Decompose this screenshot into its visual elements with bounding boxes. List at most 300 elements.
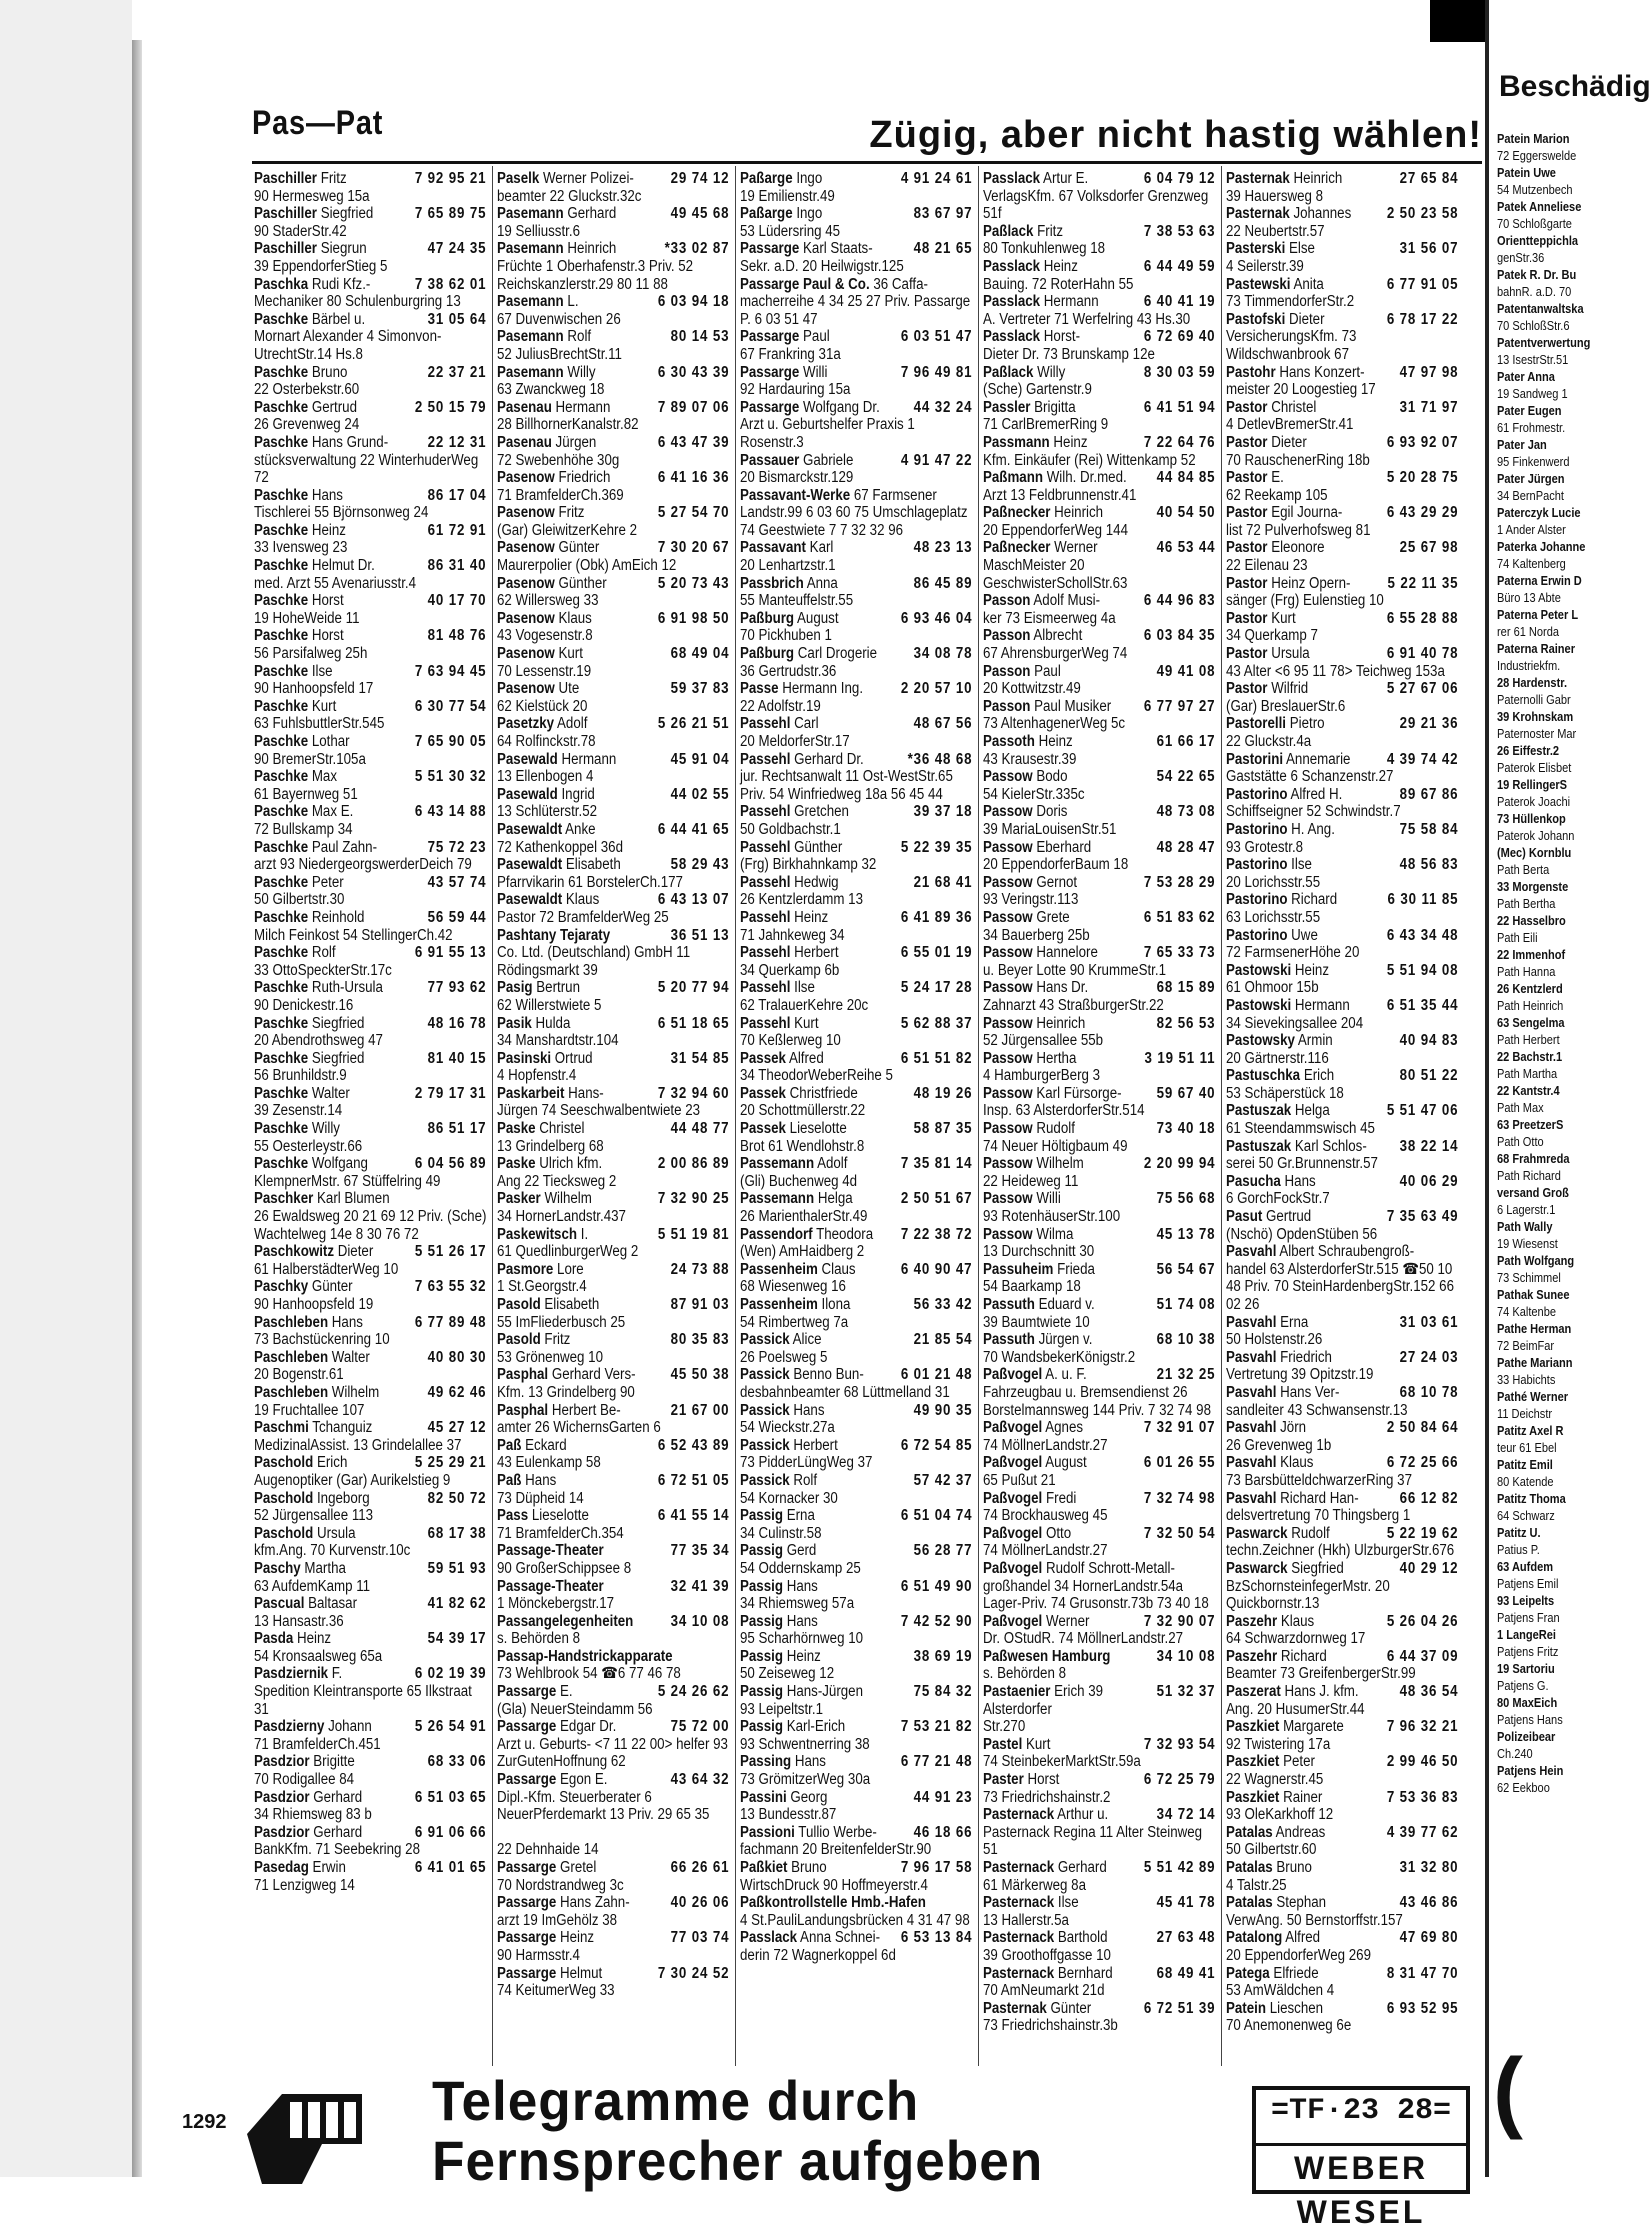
directory-entry bbox=[254, 240, 486, 275]
entry-name: Passon bbox=[983, 592, 1031, 610]
adjacent-entry: Patjens G. bbox=[1497, 1678, 1549, 1693]
entry-phone: 5 20 77 94 bbox=[657, 979, 730, 997]
entry-phone: 6 41 16 36 bbox=[657, 469, 730, 487]
entry-given-name: Ilse bbox=[311, 662, 333, 680]
column-divider bbox=[978, 166, 979, 2066]
adjacent-entry: Pater Anna bbox=[1497, 369, 1555, 384]
entry-phone: 6 43 14 88 bbox=[414, 803, 487, 821]
entry-given-name: Lieselotte bbox=[789, 1120, 847, 1138]
directory-entry bbox=[740, 1507, 972, 1542]
directory-entry bbox=[1226, 205, 1458, 240]
entry-phone: 7 32 90 07 bbox=[1143, 1612, 1216, 1630]
entry-name: Passuth bbox=[983, 1331, 1035, 1349]
directory-entry bbox=[497, 1613, 729, 1648]
entry-phone: 48 16 78 bbox=[427, 1014, 487, 1032]
entry-address: 13 Hallerstr.5a bbox=[983, 1911, 1069, 1929]
entry-name: Passuth bbox=[983, 1296, 1035, 1313]
entry-given-name: Andreas bbox=[1275, 1823, 1326, 1841]
entry-phone: 6 72 25 79 bbox=[1143, 1771, 1216, 1789]
entry-address: (Gar) BreslauerStr.6 bbox=[1226, 697, 1346, 715]
entry-phone: 34 72 14 bbox=[1156, 1806, 1216, 1824]
entry-address: 20 EppendorferBaum 18 bbox=[983, 856, 1129, 874]
entry-address: 90 Harmsstr.4 bbox=[497, 1946, 580, 1964]
entry-address: 26 Ewaldsweg 20 21 69 12 Priv. (Sche) Wachtelweg 14e 8 30 76 72 bbox=[254, 1208, 487, 1243]
directory-entry bbox=[983, 1366, 1215, 1419]
entry-phone: 66 12 82 bbox=[1399, 1489, 1459, 1507]
entry-given-name: Hulda bbox=[535, 1014, 571, 1032]
entry-address: 93 OleKarkhoff 12 bbox=[1226, 1806, 1334, 1824]
adjacent-entry: 1 Ander Alster bbox=[1497, 522, 1566, 537]
adjacent-entry: Patjens Fritz bbox=[1497, 1644, 1559, 1659]
entry-phone: 40 54 50 bbox=[1156, 504, 1216, 522]
entry-name: Passick bbox=[740, 1331, 790, 1349]
directory-entry bbox=[497, 170, 729, 205]
directory-entry bbox=[497, 1965, 729, 2000]
entry-phone: 7 32 74 98 bbox=[1143, 1489, 1216, 1507]
directory-entry bbox=[254, 1595, 486, 1630]
adjacent-entry: Paterka Johanne bbox=[1497, 539, 1586, 554]
entry-name: Pasemann bbox=[497, 240, 564, 258]
entry-given-name: Ilona bbox=[821, 1296, 851, 1313]
entry-given-name: Jörn bbox=[1280, 1419, 1307, 1437]
entry-given-name: Lieschen bbox=[1269, 1999, 1324, 2017]
entry-name: Paschke bbox=[254, 310, 309, 328]
entry-given-name: Tchanguiz bbox=[312, 1419, 373, 1437]
entry-name: Passoth bbox=[983, 733, 1035, 750]
entry-name: Pasdzierny bbox=[254, 1718, 325, 1736]
entry-phone: 39 37 18 bbox=[913, 803, 973, 821]
entry-name: Paschker bbox=[254, 1190, 314, 1208]
entry-given-name: Hans- bbox=[568, 1084, 604, 1102]
entry-phone: 45 27 12 bbox=[427, 1419, 487, 1437]
entry-phone: 7 35 63 49 bbox=[1386, 1208, 1459, 1226]
entry-phone: 5 20 28 75 bbox=[1386, 469, 1459, 487]
entry-name: Passmann bbox=[983, 433, 1050, 451]
directory-entry bbox=[497, 891, 729, 926]
entry-address: 90 GroßerSchippsee 8 bbox=[497, 1559, 632, 1577]
column-divider bbox=[735, 166, 736, 2066]
directory-entry bbox=[254, 1824, 486, 1859]
entry-given-name: Horst bbox=[1027, 1771, 1060, 1789]
entry-address: KlempnerMstr. 67 Stüffelring 49 bbox=[254, 1172, 441, 1190]
entry-given-name: Alfred bbox=[788, 1049, 824, 1067]
directory-entry bbox=[983, 1648, 1215, 1683]
directory-entry bbox=[983, 839, 1215, 874]
directory-entry bbox=[254, 399, 486, 434]
entry-address: 19 Emilienstr.49 bbox=[740, 187, 835, 205]
entry-given-name: Walter bbox=[311, 1084, 350, 1102]
entry-phone: 5 26 54 91 bbox=[414, 1718, 487, 1736]
entry-address: 20 EppendorferWeg 144 bbox=[983, 521, 1129, 539]
directory-entry bbox=[740, 328, 972, 363]
entry-given-name: Ursula bbox=[316, 1524, 356, 1542]
entry-address: 63 FuhlsbuttlerStr.545 bbox=[254, 715, 385, 733]
directory-entry bbox=[1226, 927, 1458, 962]
directory-entry bbox=[740, 1578, 972, 1613]
entry-given-name: H. Ang. bbox=[1291, 820, 1335, 838]
directory-entry bbox=[1226, 2000, 1458, 2035]
directory-entry bbox=[740, 1226, 972, 1261]
entry-address: 63 AufdemKamp 11 bbox=[254, 1577, 371, 1595]
adjacent-entry: Büro 13 Abte bbox=[1497, 590, 1561, 605]
entry-name: Paschke bbox=[254, 363, 309, 381]
directory-entry bbox=[740, 452, 972, 487]
entry-given-name: Gertrud bbox=[311, 398, 358, 416]
entry-given-name: Eleonore bbox=[1271, 539, 1325, 557]
directory-entry bbox=[254, 839, 486, 874]
entry-given-name: Rolf bbox=[567, 328, 592, 346]
directory-entry bbox=[1226, 1384, 1458, 1419]
adjacent-entry: 11 Deichstr bbox=[1497, 1406, 1553, 1421]
adjacent-entry: genStr.36 bbox=[1497, 250, 1545, 265]
directory-entry bbox=[254, 944, 486, 979]
entry-phone: 29 74 12 bbox=[670, 170, 730, 187]
directory-entry bbox=[497, 1859, 729, 1894]
entry-phone: 41 82 62 bbox=[427, 1595, 487, 1613]
entry-name: Passehl bbox=[740, 979, 791, 997]
entry-name: Pasenau bbox=[497, 398, 552, 416]
entry-given-name: Willi bbox=[803, 363, 828, 381]
directory-entry bbox=[497, 434, 729, 469]
entry-name: Pasemann bbox=[497, 205, 564, 223]
directory-entry bbox=[254, 557, 486, 592]
entry-address: arzt 93 NiedergeorgswerderDeich 79 bbox=[254, 856, 472, 874]
entry-address: 28 BillhornerKanalstr.82 bbox=[497, 416, 639, 434]
directory-entry bbox=[254, 1419, 486, 1454]
book-spine bbox=[132, 40, 142, 2177]
entry-given-name: Günther bbox=[558, 574, 607, 592]
entry-given-name: Christfriede bbox=[789, 1084, 858, 1102]
directory-entry bbox=[497, 1507, 729, 1542]
entry-address: s. Behörden 8 bbox=[983, 1665, 1067, 1683]
entry-address: 90 Hanhoopsfeld 19 bbox=[254, 1296, 374, 1313]
entry-phone: 7 30 24 52 bbox=[657, 1964, 730, 1982]
entry-name: Pasenow bbox=[497, 574, 555, 592]
page-slogan-header: Zügig, aber nicht hastig wählen! bbox=[869, 114, 1482, 156]
entry-address: desbahnbeamter 68 Lüttmelland 31 bbox=[740, 1383, 950, 1401]
adjacent-entry: 22 Immenhof bbox=[1497, 947, 1566, 962]
entry-address: 20 Lorichsstr.55 bbox=[1226, 873, 1321, 891]
entry-address: 34 Rhiemsweg 83 b bbox=[254, 1806, 372, 1824]
directory-entry bbox=[983, 698, 1215, 733]
directory-entry bbox=[983, 733, 1215, 768]
entry-address: 92 Twistering 17a bbox=[1226, 1735, 1331, 1753]
entry-address: 73 GrömitzerWeg 30a bbox=[740, 1771, 871, 1789]
directory-entry bbox=[1226, 1525, 1458, 1560]
entry-name: Pastorino bbox=[1226, 820, 1288, 838]
entry-given-name: Paul bbox=[1034, 662, 1061, 680]
directory-entry bbox=[983, 944, 1215, 979]
entry-name: Pasternack bbox=[983, 1964, 1055, 1982]
directory-entry bbox=[740, 1190, 972, 1225]
entry-name: Paschleben bbox=[254, 1383, 329, 1401]
entry-name: Pasterski bbox=[1226, 240, 1286, 258]
entry-name: Passarge bbox=[497, 1718, 557, 1736]
directory-entry bbox=[497, 645, 729, 680]
entry-name: Paßwesen Hamburg bbox=[983, 1647, 1111, 1665]
entry-name: Patalas bbox=[1226, 1823, 1273, 1841]
entry-name: Pasedag bbox=[254, 1859, 309, 1876]
directory-entry bbox=[1226, 1208, 1458, 1243]
entry-address: 61 Ohmoor 15b bbox=[1226, 979, 1319, 997]
entry-phone: 6 77 21 48 bbox=[900, 1753, 973, 1771]
ad-telex-box bbox=[1252, 2086, 1470, 2230]
entry-address: 70 Anemonenweg 6e bbox=[1226, 2017, 1352, 2035]
entry-name: Paschke bbox=[254, 803, 309, 821]
entry-given-name: Reinhold bbox=[311, 908, 365, 926]
directory-entry bbox=[1226, 1138, 1458, 1173]
entry-name: Passauer bbox=[740, 451, 800, 469]
entry-name: Passarge bbox=[497, 1894, 557, 1912]
entry-phone: 5 26 04 26 bbox=[1386, 1612, 1459, 1630]
entry-given-name: Hannelore bbox=[1036, 944, 1098, 962]
directory-entry bbox=[983, 1525, 1215, 1560]
entry-phone: 47 69 80 bbox=[1399, 1929, 1459, 1947]
entry-given-name: Heinz bbox=[1053, 433, 1088, 451]
entry-phone: 57 42 37 bbox=[913, 1471, 973, 1489]
entry-phone: 43 46 86 bbox=[1399, 1894, 1459, 1912]
entry-name: Patega bbox=[1226, 1964, 1270, 1982]
entry-phone: 27 24 03 bbox=[1399, 1348, 1459, 1366]
directory-entry bbox=[497, 1648, 729, 1683]
entry-phone: *36 48 68 bbox=[907, 750, 973, 768]
directory-entry bbox=[1226, 1753, 1458, 1788]
directory-entry bbox=[740, 1648, 972, 1683]
directory-entry bbox=[254, 733, 486, 768]
entry-address: delsvertretung 70 Thingsberg 1 bbox=[1226, 1507, 1411, 1525]
entry-name: Pasenow bbox=[497, 609, 555, 627]
entry-given-name: Kurt bbox=[311, 697, 337, 715]
entry-address: Fahrzeugbau u. Bremsendienst 26 Borstelmannsweg 144 Priv. 7 32 74 98 bbox=[983, 1383, 1211, 1419]
entry-given-name: Barthold bbox=[1057, 1929, 1108, 1947]
entry-address: 70 Lessenstr.19 bbox=[497, 662, 592, 680]
entry-phone: 31 03 61 bbox=[1399, 1313, 1459, 1331]
entry-name: Pasenow bbox=[497, 469, 555, 487]
directory-entry bbox=[497, 1683, 729, 1718]
adjacent-entry: Pathé Werner bbox=[1497, 1389, 1569, 1404]
directory-entry bbox=[254, 698, 486, 733]
entry-address: sänger (Frg) Eulenstieg 10 bbox=[1226, 592, 1384, 610]
entry-name: Paschke bbox=[254, 521, 309, 539]
entry-phone: 6 44 37 09 bbox=[1386, 1647, 1459, 1665]
entry-phone: 43 64 32 bbox=[670, 1771, 730, 1789]
entry-given-name: Heinrich bbox=[567, 240, 617, 258]
entry-name: Pastor bbox=[1226, 433, 1268, 451]
entry-address: s. Behörden 8 bbox=[497, 1630, 581, 1648]
entry-phone: 3 19 51 11 bbox=[1144, 1049, 1216, 1067]
entry-given-name: Anke bbox=[565, 820, 596, 838]
directory-entry bbox=[983, 1771, 1215, 1806]
entry-phone: 32 41 39 bbox=[670, 1577, 730, 1595]
entry-phone: 58 87 35 bbox=[913, 1120, 973, 1138]
adjacent-entry: Path Hanna bbox=[1497, 964, 1556, 979]
entry-name: Passarge bbox=[740, 398, 800, 416]
entry-address: 54 Wieckstr.27a bbox=[740, 1419, 835, 1437]
directory-entry bbox=[983, 592, 1215, 627]
entry-given-name: Heinz Opern- bbox=[1271, 574, 1351, 592]
entry-phone: 7 32 94 60 bbox=[657, 1084, 730, 1102]
entry-name: Passow bbox=[983, 944, 1033, 962]
entry-given-name: Tullio Werbe- bbox=[798, 1823, 877, 1841]
entry-phone: 7 53 21 82 bbox=[900, 1718, 973, 1736]
entry-name: Passig bbox=[740, 1647, 783, 1665]
entry-address: amter 26 WichernsGarten 6 bbox=[497, 1419, 661, 1437]
directory-entry bbox=[254, 1665, 486, 1718]
directory-entry bbox=[254, 1630, 486, 1665]
directory-entry bbox=[740, 680, 972, 715]
entry-given-name: L. bbox=[567, 293, 579, 311]
directory-entry bbox=[497, 927, 729, 980]
entry-address: Tischlerei 55 Björnsonweg 24 bbox=[254, 504, 429, 522]
entry-address: 19 Fruchtallee 107 bbox=[254, 1401, 365, 1419]
entry-given-name: E. bbox=[560, 1683, 573, 1701]
directory-entry bbox=[497, 979, 729, 1014]
adjacent-entry: Paterok Johann bbox=[1497, 828, 1575, 843]
ad-headline-2: Fernsprecher aufgeben bbox=[432, 2129, 1044, 2192]
entry-phone: 77 03 74 bbox=[670, 1929, 730, 1947]
entry-phone: 8 30 03 59 bbox=[1143, 363, 1216, 381]
directory-entry bbox=[983, 1015, 1215, 1050]
entry-phone: 5 24 26 62 bbox=[657, 1683, 730, 1701]
entry-address: 56 Brunhildstr.9 bbox=[254, 1067, 347, 1085]
directory-entry bbox=[983, 1965, 1215, 2000]
entry-address: 72 FarmsenerHöhe 20 bbox=[1226, 944, 1360, 962]
entry-given-name: Ute bbox=[558, 680, 580, 698]
entry-name: Patein bbox=[1226, 1999, 1267, 2017]
entry-name: Passenheim bbox=[740, 1260, 818, 1278]
entry-phone: 68 10 38 bbox=[1156, 1331, 1216, 1349]
directory-entry bbox=[1226, 997, 1458, 1032]
entry-name: Pastor bbox=[1226, 469, 1268, 487]
entry-phone: 31 71 97 bbox=[1399, 398, 1459, 416]
entry-name: Passage-Theater bbox=[497, 1577, 604, 1595]
entry-phone: 5 26 21 51 bbox=[657, 715, 730, 733]
entry-phone: 44 48 77 bbox=[670, 1120, 730, 1138]
entry-address: 50 Gilbertstr.30 bbox=[254, 891, 345, 909]
adjacent-entry: 74 Kaltenbe bbox=[1497, 1304, 1556, 1319]
entry-name: Pasdzior bbox=[254, 1823, 310, 1841]
entry-address: (Gar) GleiwitzerKehre 2 bbox=[497, 521, 638, 539]
directory-entry bbox=[254, 663, 486, 698]
entry-name: Passe bbox=[740, 680, 779, 698]
entry-address: 74 MöllnerLandstr.27 bbox=[983, 1436, 1108, 1454]
entry-given-name: Artur E. bbox=[1043, 170, 1089, 187]
directory-entry bbox=[740, 839, 972, 874]
entry-address: 64 Rolfinckstr.78 bbox=[497, 733, 596, 750]
entry-phone: 5 22 19 62 bbox=[1386, 1524, 1459, 1542]
entry-phone: 59 37 83 bbox=[670, 680, 730, 698]
entry-phone: 77 93 62 bbox=[427, 979, 487, 997]
entry-name: Paßvogel bbox=[983, 1612, 1043, 1630]
entry-name: Paschke bbox=[254, 486, 309, 504]
entry-name: Passick bbox=[740, 1366, 790, 1384]
directory-entry bbox=[497, 205, 729, 240]
directory-entry bbox=[983, 258, 1215, 293]
entry-phone: 6 02 19 39 bbox=[414, 1665, 487, 1683]
adjacent-entry: 63 Sengelma bbox=[1497, 1015, 1565, 1030]
entry-phone: 7 63 94 45 bbox=[414, 662, 487, 680]
entry-name: Passehl bbox=[740, 944, 791, 962]
entry-address: Pfarrvikarin 61 BorstelerCh.177 bbox=[497, 873, 683, 891]
entry-name: Paschke bbox=[254, 433, 309, 451]
entry-name: Passing bbox=[740, 1753, 792, 1771]
entry-given-name: Hedwig bbox=[794, 873, 839, 891]
entry-name: Passig bbox=[740, 1612, 783, 1630]
entry-given-name: Willi bbox=[1036, 1190, 1061, 1208]
entry-name: Passlack bbox=[983, 328, 1041, 346]
entry-address: 71 CarlBremerRing 9 bbox=[983, 416, 1109, 434]
entry-given-name: Heinrich bbox=[1054, 504, 1104, 522]
directory-entry bbox=[983, 1155, 1215, 1190]
entry-phone: 89 67 86 bbox=[1399, 785, 1459, 803]
entry-name: Pasemann bbox=[497, 328, 564, 346]
entry-name: Pasdziernik bbox=[254, 1665, 329, 1683]
entry-address: (Nschö) OpdenStüben 56 bbox=[1226, 1225, 1378, 1243]
entry-given-name: Hertha bbox=[1036, 1049, 1077, 1067]
entry-name: Passarge bbox=[740, 328, 800, 346]
directory-entry bbox=[740, 1859, 972, 1894]
entry-phone: 6 30 43 39 bbox=[657, 363, 730, 381]
entry-name: Passow bbox=[983, 873, 1033, 891]
directory-entry bbox=[497, 399, 729, 434]
adjacent-entry: 74 Kaltenberg bbox=[1497, 556, 1566, 571]
entry-address: Augenoptiker (Gar) Aurikelstieg 9 bbox=[254, 1471, 451, 1489]
entry-name: Passarge bbox=[497, 1964, 557, 1982]
entry-address: 68 Wiesenweg 16 bbox=[740, 1278, 846, 1296]
directory-entry bbox=[497, 1437, 729, 1472]
directory-entry bbox=[254, 487, 486, 522]
entry-name: Paschke bbox=[254, 627, 309, 645]
entry-address: 70 Keßlerweg 10 bbox=[740, 1032, 841, 1050]
entry-address: arzt 19 ImGehölz 38 bbox=[497, 1911, 618, 1929]
entry-given-name: Werner bbox=[1045, 1612, 1090, 1630]
entry-name: Pastorino bbox=[1226, 856, 1288, 874]
entry-address: 61 Steendammswisch 45 bbox=[1226, 1120, 1375, 1138]
entry-given-name: Dieter bbox=[1271, 433, 1307, 451]
directory-entry bbox=[1226, 1648, 1458, 1683]
entry-name: Paßburg bbox=[740, 609, 795, 627]
entry-given-name: Eduard v. bbox=[1038, 1296, 1095, 1313]
entry-given-name: Claus bbox=[821, 1260, 856, 1278]
directory-entry bbox=[254, 1490, 486, 1525]
entry-phone: 2 50 51 67 bbox=[900, 1190, 973, 1208]
entry-name: Passarge bbox=[740, 240, 800, 258]
entry-name: Passow bbox=[983, 979, 1033, 997]
entry-phone: 31 05 64 bbox=[427, 310, 487, 328]
directory-entry bbox=[1226, 364, 1458, 399]
entry-given-name: Fritz bbox=[1037, 222, 1064, 240]
directory-entry bbox=[983, 1683, 1215, 1736]
entry-address: 93 Schwentnerring 38 bbox=[740, 1735, 870, 1753]
entry-given-name: Arthur u. bbox=[1057, 1806, 1109, 1824]
entry-name: Passlack bbox=[983, 170, 1041, 187]
directory-entry bbox=[497, 1824, 729, 1859]
entry-address: 72 Swebenhöhe 30g bbox=[497, 451, 620, 469]
directory-entry bbox=[497, 1578, 729, 1613]
entry-given-name: Günter bbox=[1050, 1999, 1092, 2017]
entry-phone: 47 97 98 bbox=[1399, 363, 1459, 381]
entry-address: 4 Hopfenstr.4 bbox=[497, 1067, 577, 1085]
entry-given-name: Rudi Kfz.- bbox=[311, 275, 371, 293]
entry-address: 26 Poelsweg 5 bbox=[740, 1348, 828, 1366]
directory-entry bbox=[983, 1560, 1215, 1613]
entry-given-name: Adolf bbox=[557, 715, 588, 733]
entry-address: BankKfm. 71 Seebekring 28 bbox=[254, 1841, 420, 1859]
directory-entry bbox=[740, 610, 972, 645]
directory-entry bbox=[1226, 1718, 1458, 1753]
entry-name: Pasphal bbox=[497, 1401, 549, 1419]
directory-entry bbox=[740, 1050, 972, 1085]
